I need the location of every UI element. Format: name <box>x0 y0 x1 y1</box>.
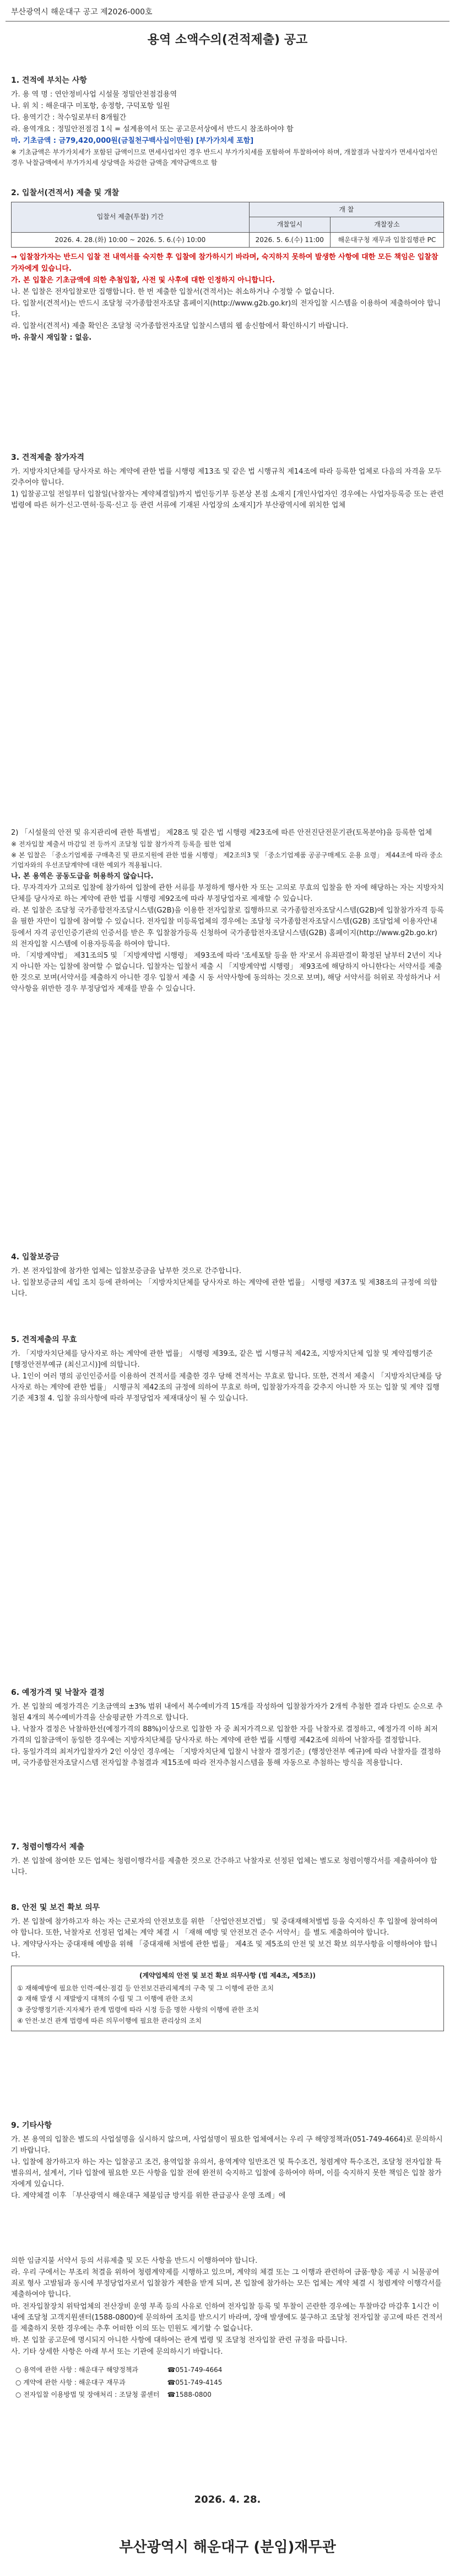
table-cell: 2026. 4. 28.(화) 10:00 ~ 2026. 5. 6.(수) 10:00 <box>12 232 250 248</box>
section-heading: 7. 청렴이행각서 제출 <box>11 1843 84 1852</box>
box-title: (계약업체의 안전 및 보건 확보 의무사항 (법 제4조, 제5조)) <box>139 1972 316 1980</box>
section-heading: 9. 기타사항 <box>11 2121 52 2130</box>
list-item: ※ 전자입찰 제출서 마감일 전 등까지 조달청 입찰 참가자격 등록을 필한 업체 <box>11 840 231 849</box>
list-item: 의한 임금지불 서약서 등의 서류제출 및 모든 사항을 반드시 이행하여야 합니다. <box>11 2257 258 2265</box>
section-6 <box>11 1687 444 1770</box>
list-item: 나. 1인이 여러 명의 공인인증서를 이용하여 견적서를 제출한 경우 당해 견적서는 무효로 합니다. 또한, 견적서 제출시 「지방자치단체를 당사자로 하는 계약에 관한 법률」 시행규칙 제42조의 규정에 의하여 무효로 하며, 입찰참가자격을 갖추지 아니한 자 또는 입찰 및 계약 집행기준 제3절 4. 입찰 유의사항에 따라 부정당업자 제재대상이 될 수 있습니다. <box>11 1372 442 1403</box>
section-2 <box>11 187 444 345</box>
list-item: 라. 본 입찰은 조달청 국가종합전자조달시스템(G2B)을 이용한 전자입찰로 집행하므로 국가종합전자조달시스템(G2B)에 입찰참가자격 등록을 필한 자만이 입찰에 참여할 수 있습니다. 전자입찰 미등록업체의 경우에는 조달청 국가종합전자조달시스템(G2B) 조달업체 이용자안내 등에서 자격 공인인증기관의 인증서를 받은 후 입찰참가등록 신청하여 국가종합전자조달시스템(G2B) 홈페이지(http://www.g2b.go.kr)의 전자입찰 시스템에 이용자등록을 하여야 합니다. <box>11 906 444 948</box>
list-item: 라. 입찰서(견적서) 제출 확인은 조달청 국가종합전자조달 입찰시스템의 웹 송신함에서 확인하시기 바랍니다. <box>11 322 349 331</box>
contacts-table <box>11 2363 226 2402</box>
section-5 <box>11 1334 444 1405</box>
list-item: 가. 「지방자치단체를 당사자로 하는 계약에 관한 법률」 시행령 제39조, 같은 법 시행규칙 제42조, 지방자치단체 입찰 및 계약집행기준 [행정안전부예규 (최신고시)]에 의합니다. <box>11 1349 433 1369</box>
warning-text: → 입찰참가자는 반드시 입찰 전 내역서를 숙지한 후 입찰에 참가하시기 바라며, 숙지하지 못하여 발생한 사항에 대한 모든 책임은 입찰참가자에게 있습니다. <box>11 253 438 273</box>
contact-label: ○ 계약에 관한 사항 : 해운대구 재무과 <box>15 2378 126 2386</box>
section-heading: 3. 견적제출 참가자격 <box>11 453 84 462</box>
warning-text: 가. 본 입찰은 기초금액에 의한 추첨입찰, 사전 및 사후에 대한 인정하지 아니합니다. <box>11 276 275 285</box>
table-cell: 2026. 5. 6.(수) 11:00 <box>249 232 330 248</box>
list-item: 1) 입찰공고일 전일부터 입찰일(낙찰자는 계약체결일)까지 법인등기부 등본상 본점 소재지 [개인사업자인 경우에는 사업자등록증 또는 관련 법령에 따른 허가·신고·면허·등록·신고 등 관련 서류에 기재된 사업장의 소재지]가 부산광역시에 위치한 업체 <box>11 490 444 510</box>
table-header: 개찰일시 <box>249 217 330 233</box>
section-7 <box>11 1842 444 1879</box>
item-location: 나. 위 치 : 해운대구 미포항, 송정항, 구덕포항 일원 <box>11 101 170 110</box>
table-header: 입찰서 제출(투찰) 기간 <box>12 202 250 232</box>
schedule-table <box>11 202 444 248</box>
table-header: 개 찰 <box>249 202 443 217</box>
list-item: 나. 낙찰자 결정은 낙찰하한선(예정가격의 88%)이상으로 입찰한 자 중 최저가격으로 입찰한 자를 낙찰자로 결정하고, 예정가격 이하 최저가격의 입찰금액이 동일한 경우에는 지방자치단체를 당사자로 하는 계약에 관한 법률 시행령 제42조에 의하여 낙찰자를 결정합니다. <box>11 1725 438 1745</box>
section-heading: 6. 예정가격 및 낙찰자 결정 <box>11 1688 105 1697</box>
list-item: 바. 본 입찰 공고문에 명시되지 아니한 사항에 대하여는 관계 법령 및 조달청 전자입찰 관련 규정을 따릅니다. <box>11 2336 348 2344</box>
list-item: 마. 전자입찰장치 위탁업체의 전산장비 운영 부족 등의 사유로 인하여 전자입찰 등록 및 투찰이 곤란한 경우에는 투찰마감 마감후 1시간 이내에 조달청 고객지원센터(1588-0800)에 문의하여 조치를 받으시기 바라며, 장애 발생에도 불구하고 조달청 전자입찰 공고에 따른 견적서를 제출하지 못한 경우에는 추후 어떠한 이의 또는 민원도 제기할 수 없습니다. <box>11 2302 443 2333</box>
list-item: 나. 입찰보증금의 세입 조치 등에 관하여는 「지방자치단체를 당사자로 하는 계약에 관한 법률」 시행령 제37조 및 제38조의 규정에 의합니다. <box>11 1278 437 1298</box>
item-service-name: 가. 용 역 명 : 연안정비사업 시설물 정밀안전점검용역 <box>11 90 177 99</box>
list-item: 2) 「시설물의 안전 및 유지관리에 관한 특별법」 제28조 및 같은 법 시행령 제23조에 따른 안전진단전문기관(토목분야)을 등록한 업체 <box>11 829 432 837</box>
vat-note: ※ 기초금액은 부가가치세가 포함된 금액이므로 면세사업자인 경우 반드시 부가가치세를 포함하여 투찰하여야 하며, 개찰결과 낙찰자가 면세사업자인 경우 낙찰금액에서 부가가치세 상당액을 차감한 금액을 계약금액으로 함 <box>11 148 438 167</box>
list-item: 마. 「지방계약법」 제31조의5 및 「지방계약법 시행령」 제93조에 따라 '조세포탈 등을 한 자'로서 유죄판결이 확정된 날부터 2년이 지나지 아니한 자는 입찰에 참여할 수 없습니다. 입찰자는 입찰서 제출 시 「지방계약법 시행령」 제93조에 해당하지 아니한다는 서약서를 제출한 것으로 보며(서약서를 제출하지 아니한 경우 입찰서 제출 시 동 서약사항에 동의하는 것으로 보며), 해당 서약서를 허위로 작성하거나 서약사항을 위반한 경우 부정당업자 제재를 받을 수 있습니다. <box>11 951 442 994</box>
section-heading: 2. 입찰서(견적서) 제출 및 개찰 <box>11 189 120 197</box>
item-base-amount: 마. 기초금액 : 금79,420,000원(금칠천구백사십이만원) [부가가치세 포함] <box>11 137 254 146</box>
section-4 <box>11 1252 444 1300</box>
list-item: 나. 입찰에 참가하고자 하는 자는 입찰공고 조건, 용역입찰 유의서, 용역계약 일반조건 및 특수조건, 청렴계약 특수조건, 조달청 전자입찰 특별유의서, 설계서, 기타 입찰에 필요한 모든 사항을 입찰 전에 완전히 숙지하고 입찰에 응하여야 하며, 이를 숙지하지 못한 책임은 입찰 참가자에게 있습니다. <box>11 2158 442 2189</box>
list-item: 가. 본 전자입찰에 참가한 업체는 입찰보증금을 납부한 것으로 간주합니다. <box>11 1266 242 1275</box>
section-1 <box>11 75 444 169</box>
list-item: 다. 입찰서(견적서)는 반드시 조달청 국가종합전자조달 홈페이지(http://www.g2b.go.kr)의 전자입찰 시스템을 이용하여 제출하여야 합니다. <box>11 299 441 319</box>
notice-number: 부산광역시 해운대구 공고 제2026-000호 <box>11 8 153 17</box>
list-item: 마. 유찰시 재입찰 : 없음. <box>11 334 92 342</box>
list-item: ※ 본 입찰은 「중소기업제품 구매촉진 및 판로지원에 관한 법률 시행령」 제2조의3 및 「중소기업제품 공공구매제도 운용 요령」 제44조에 따라 중소기업자와의 우선조달계약에 대한 예외가 적용됩니다. <box>11 851 443 870</box>
notice-date: 2026. 4. 28. <box>194 2494 261 2505</box>
contact-phone: ☎051-749-4664 <box>167 2366 223 2374</box>
list-item: 다. 무자격자가 고의로 입찰에 참가하여 입찰에 관한 서류를 부정하게 행사한 자 또는 고의로 무효의 입찰을 한 자에 해당하는 자는 지방자치단체를 당사자로 하는 계약에 관한 법률 시행령 제92조에 따라 부정당업자로 제재할 수 있습니다. <box>11 884 444 904</box>
obligations-box <box>11 1966 444 2031</box>
box-item: ② 재해 발생 시 재발방지 대책의 수립 및 그 이행에 관한 조치 <box>17 1995 193 2003</box>
table-header: 개찰장소 <box>330 217 443 233</box>
list-item: 사. 기타 상세한 사항은 아래 부서 또는 기관에 문의하시기 바랍니다. <box>11 2348 223 2357</box>
list-item: 나. 계약당사자는 중대재해 예방을 위해 「중대재해 처벌에 관한 법률」 제4조 및 제5조의 안전 및 보건 확보 의무사항을 이행하여야 합니다. <box>11 1940 438 1960</box>
page-title: 용역 소액수의(견적제출) 공고 <box>147 33 308 47</box>
contact-phone: ☎1588-0800 <box>167 2391 212 2399</box>
box-item: ③ 중앙행정기관·지자체가 관계 법령에 따라 시정 등을 명한 사항의 이행에 관한 조치 <box>17 2006 259 2014</box>
section-9-continued <box>11 2255 444 2402</box>
section-9 <box>11 2120 444 2203</box>
section-3-continued <box>11 827 444 995</box>
section-heading: 4. 입찰보증금 <box>11 1253 59 1262</box>
list-item: 나. 본 입찰은 전자입찰로만 집행합니다. 한 번 제출한 입찰서(견적서)는 취소하거나 수정할 수 없습니다. <box>11 287 335 296</box>
list-item: 가. 본 입찰에 참가하고자 하는 자는 근로자의 안전보호를 위한 「산업안전보건법」 및 중대재해처벌법 등을 숙지하신 후 입찰에 참여하여야 합니다. 또한, 낙찰자로 선정된 업체는 계약 체결 시 「재해 예방 및 안전보건 준수 서약서」를 별도 제출하여야 합니다. <box>11 1917 438 1937</box>
list-item: 라. 우리 구에서는 부조리 척결을 위하여 청렴계약제를 시행하고 있으며, 계약의 체결 또는 그 이행과 관련하여 금품·향응 제공 시 뇌물공여죄로 형사 고발됨과 동시에 부정당업자로서 입찰참가 제한을 받게 되며, 본 입찰에 참가하는 모든 업체는 계약 체결 시 청렴계약 이행각서를 제출하여야 합니다. <box>11 2268 442 2299</box>
list-item: 다. 계약체결 이후 「부산광역시 해운대구 체불임금 방지를 위한 관급공사 운영 조례」에 <box>11 2192 286 2201</box>
list-item: 가. 지방자치단체를 당사자로 하는 계약에 관한 법률 시행령 제13조 및 같은 법 시행규칙 제14조에 따라 등록한 업체로 다음의 자격을 모두 갖추어야 합니다. <box>11 467 442 487</box>
issuing-organization: 부산광역시 해운대구 (분임)재무관 <box>119 2539 336 2556</box>
table-cell: 해운대구청 재무과 입찰집행관 PC <box>330 232 443 248</box>
section-heading: 8. 안전 및 보건 확보 의무 <box>11 1903 100 1912</box>
contact-phone: ☎051-749-4145 <box>167 2378 223 2386</box>
list-item: 가. 본 입찰에 참여한 모든 업체는 청렴이행각서를 제출한 것으로 간주하고 낙찰자로 선정된 업체는 별도로 청렴이행각서를 제출하여야 합니다. <box>11 1856 437 1876</box>
list-item: 다. 동일가격의 최저가입찰자가 2인 이상인 경우에는 「지방자치단체 입찰시 낙찰자 결정기준」(행정안전부 예규)에 따라 낙찰자를 결정하며, 국가종합전자조달시스템 전자입찰 추첨결과 제15조에 따라 전자추첨시스템을 통해 자동으로 추첨하는 방식을 적용합니다. <box>11 1748 441 1768</box>
section-8 <box>11 1902 444 2036</box>
header-divider <box>6 21 449 22</box>
contact-label: ○ 용역에 관한 사항 : 해운대구 해양정책과 <box>15 2366 138 2374</box>
list-item: 나. 본 용역은 공동도급을 허용하지 않습니다. <box>11 872 154 881</box>
contact-label: ○ 전자입찰 이용방법 및 장애처리 : 조달청 콜센터 <box>15 2391 160 2399</box>
item-period: 다. 용역기간 : 착수일로부터 8개월간 <box>11 113 127 122</box>
item-overview: 라. 용역개요 : 정밀안전점검 1식 = 설계용역서 또는 공고문서상에서 반드시 참조하여야 함 <box>11 125 294 134</box>
list-item: 가. 본 용역의 입찰은 별도의 사업설명을 실시하지 않으며, 사업설명이 필요한 업체에서는 우리 구 해양정책과(051-749-4664)로 문의하시기 바랍니다. <box>11 2135 443 2155</box>
section-heading: 1. 견적에 부치는 사항 <box>11 76 87 85</box>
section-heading: 5. 견적제출의 무효 <box>11 1335 77 1344</box>
box-item: ④ 안전·보건 관계 법령에 따른 의무이행에 필요한 관리상의 조치 <box>17 2016 202 2025</box>
box-item: ① 재해예방에 필요한 인력·예산·점검 등 안전보건관리체계의 구축 및 그 이행에 관한 조치 <box>17 1984 274 1992</box>
section-3 <box>11 452 444 512</box>
list-item: 가. 본 입찰의 예정가격은 기초금액의 ±3% 범위 내에서 복수예비가격 15개를 작성하여 입찰참가자가 2개씩 추첨한 결과 다빈도 순으로 추첨된 4개의 복수예비가격을 산술평균한 가격으로 합니다. <box>11 1702 443 1722</box>
